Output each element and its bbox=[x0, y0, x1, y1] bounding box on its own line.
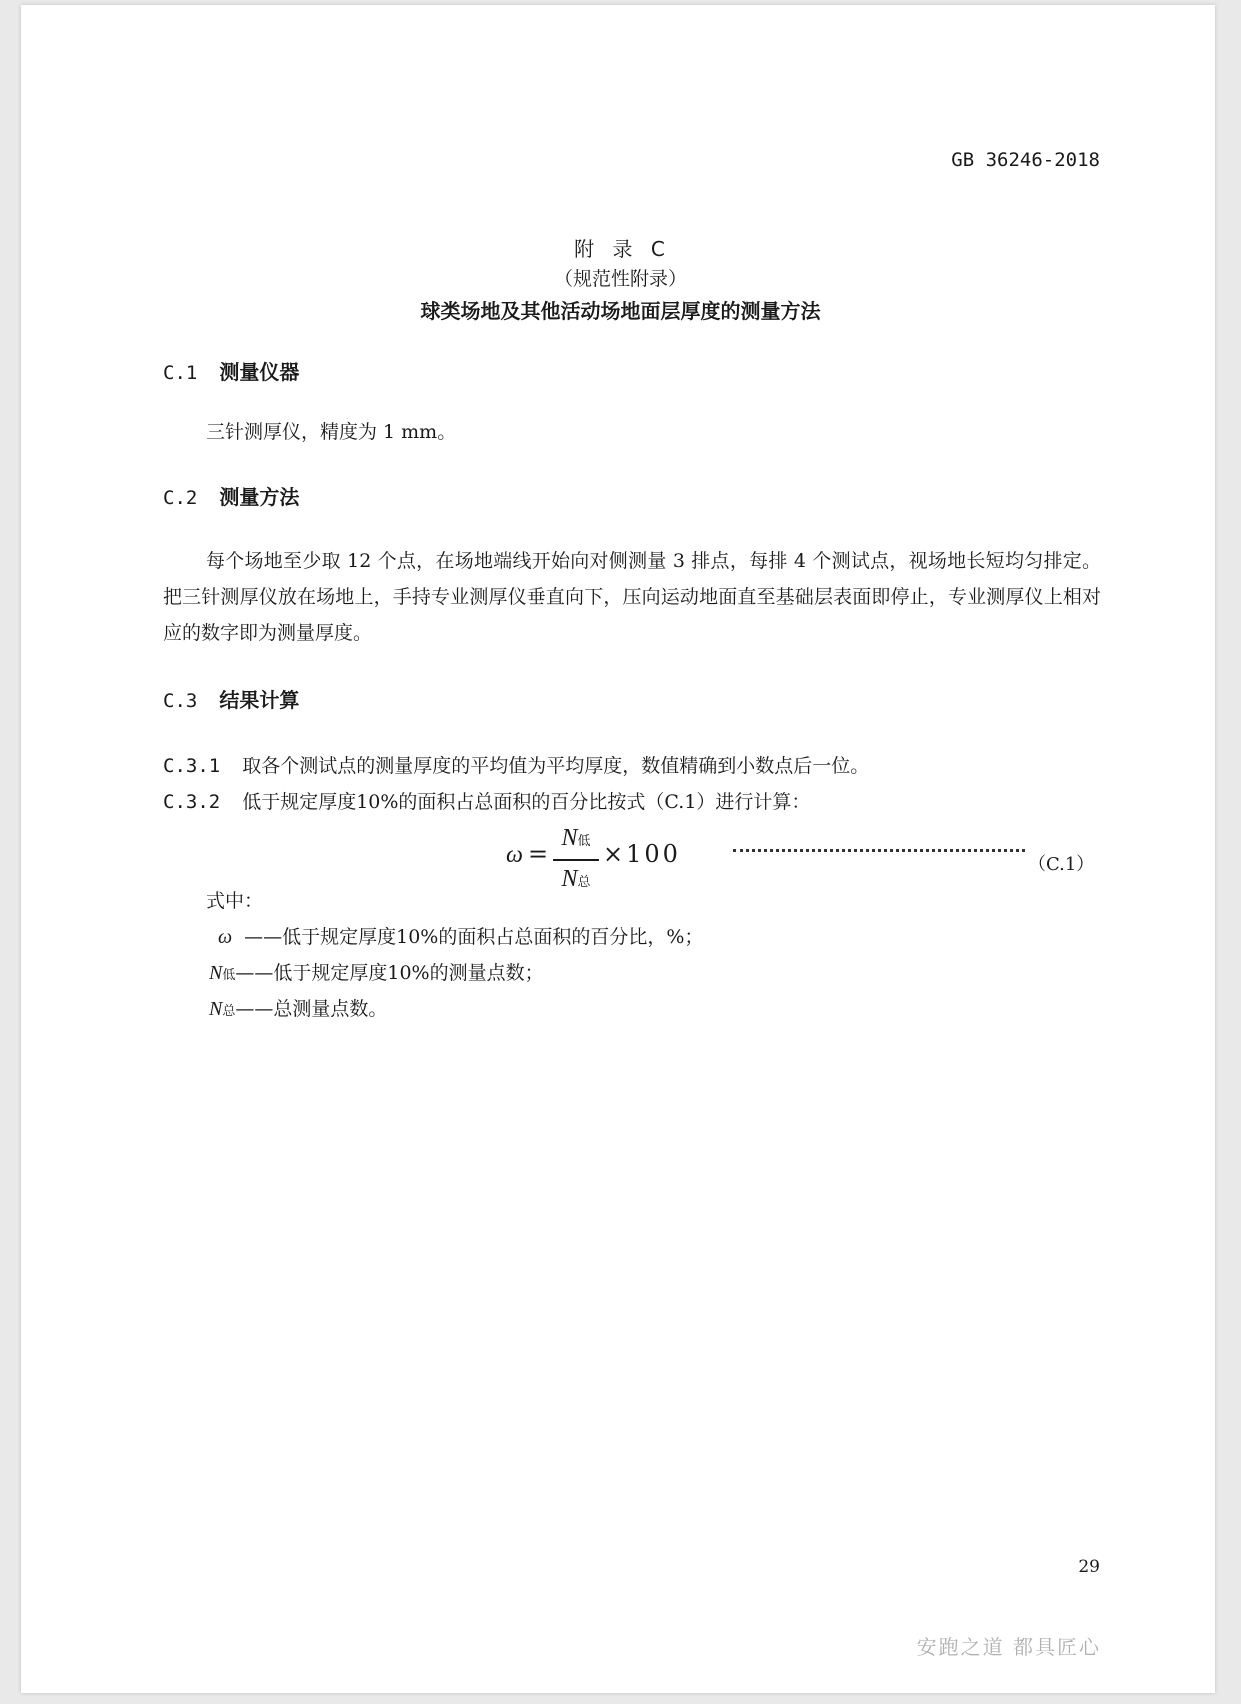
legend-intro: 式中： bbox=[206, 890, 264, 912]
page-number: 29 bbox=[1078, 1557, 1100, 1577]
section-number: C.1 bbox=[163, 362, 198, 384]
formula-equals: = bbox=[528, 840, 549, 868]
denominator-sub: 总 bbox=[577, 874, 591, 890]
denominator-var: N bbox=[561, 865, 578, 892]
section-title: 测量方法 bbox=[219, 485, 300, 509]
clause-text: 取各个测试点的测量厚度的平均值为平均厚度，数值精确到小数点后一位。 bbox=[242, 755, 870, 777]
section-title: 测量仪器 bbox=[219, 360, 300, 384]
section-title: 结果计算 bbox=[219, 688, 300, 712]
appendix-title: 附 录 C bbox=[574, 237, 671, 261]
section-heading-c1 bbox=[163, 356, 299, 385]
numerator-var: N bbox=[561, 825, 578, 851]
clause-number: C.3.2 bbox=[163, 791, 221, 813]
watermark: 安跑之道 都具匠心 bbox=[916, 1635, 1101, 1659]
formula-lhs: ω bbox=[506, 842, 523, 868]
fraction-bar bbox=[553, 859, 599, 861]
legend-symbol: N bbox=[209, 962, 223, 984]
clause-text: 低于规定厚度10%的面积占总面积的百分比按式（C.1）进行计算： bbox=[242, 791, 811, 813]
clause-c3-1 bbox=[163, 748, 869, 784]
legend-symbol: ω bbox=[218, 926, 233, 948]
legend-desc: ——低于规定厚度10%的面积占总面积的百分比，%； bbox=[244, 926, 704, 948]
legend-symbol: N bbox=[209, 998, 223, 1020]
legend-sub: 低 bbox=[222, 968, 236, 983]
appendix-type: （规范性附录） bbox=[553, 268, 687, 290]
numerator-sub: 低 bbox=[577, 834, 591, 849]
standard-code: GB 36246-2018 bbox=[951, 149, 1100, 171]
legend-item-n-total bbox=[209, 991, 387, 1027]
appendix-subtitle: 球类场地及其他活动场地面层厚度的测量方法 bbox=[420, 299, 821, 323]
formula-fraction bbox=[553, 822, 599, 898]
section-number: C.2 bbox=[163, 487, 198, 509]
legend-desc: ——低于规定厚度10%的测量点数； bbox=[235, 962, 544, 984]
section-heading-c2 bbox=[163, 481, 299, 510]
formula-multiplier: ×100 bbox=[603, 840, 681, 868]
section-heading-c3 bbox=[163, 684, 299, 713]
clause-c3-2 bbox=[163, 784, 810, 820]
legend-desc: ——总测量点数。 bbox=[235, 998, 388, 1020]
clause-number: C.3.1 bbox=[163, 755, 221, 777]
formula-label: （C.1） bbox=[1028, 854, 1095, 875]
legend-sub: 总 bbox=[222, 1004, 236, 1019]
section-number: C.3 bbox=[163, 690, 198, 712]
legend-item-omega bbox=[218, 919, 703, 955]
section-body-c1: 三针测厚仪，精度为 1 mm。 bbox=[206, 421, 457, 443]
section-body-c2: 每个场地至少取 12 个点，在场地端线开始向对侧测量 3 排点，每排 4 个测试点，视场地长短均匀排定。把三针测厚仪放在场地上，手持专业测厚仪垂直向下，压向运动地面直至基础层表面即停止，专业测厚仪上相对应的数字即为测量厚度。 bbox=[163, 550, 1101, 644]
legend-item-n-low bbox=[209, 955, 544, 991]
formula-leader-dots bbox=[733, 849, 1025, 852]
